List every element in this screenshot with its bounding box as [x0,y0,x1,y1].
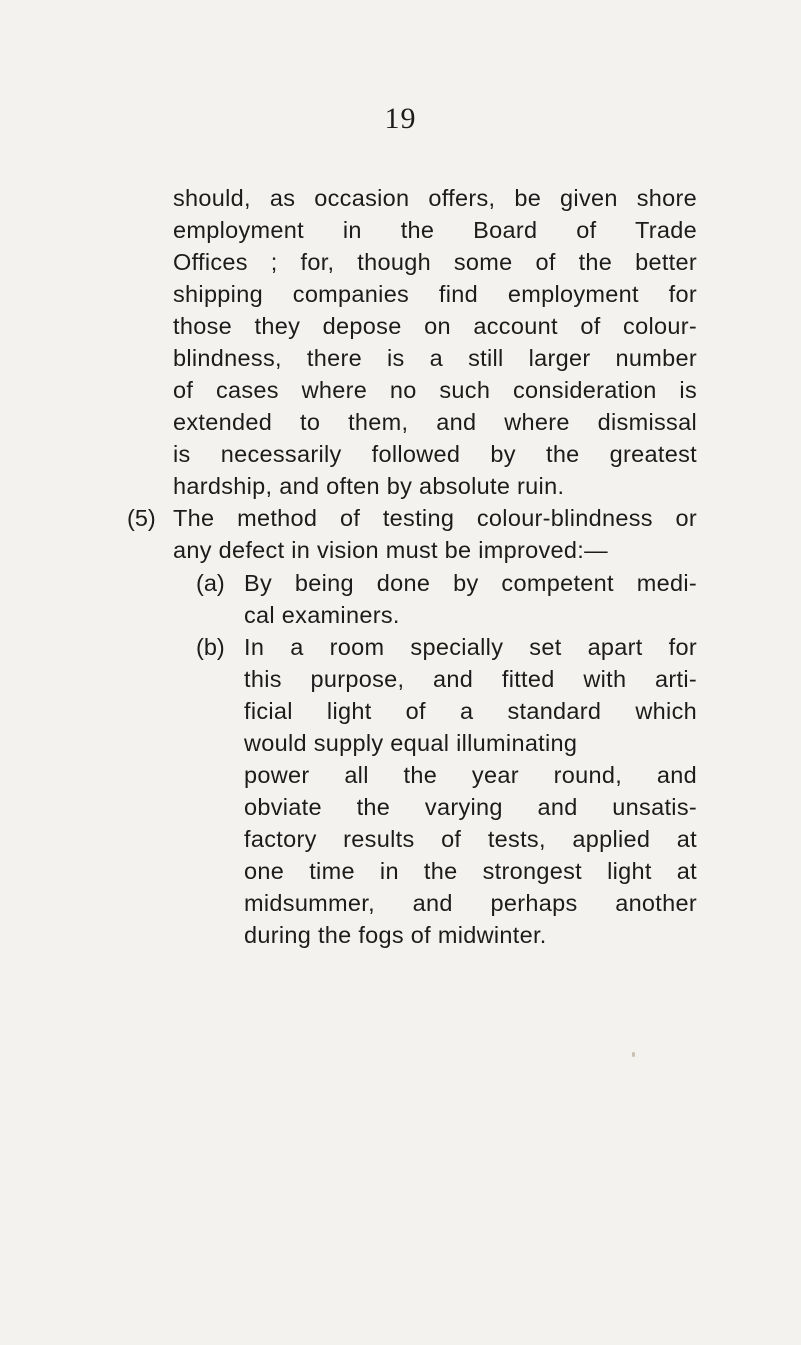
text-line: By being done by competent medi- [244,570,697,596]
text-line: should, as occasion offers, be given shore [173,185,697,211]
text-line: power all the year round, and [244,762,697,788]
text-line: this purpose, and fitted with arti- [244,666,697,692]
page-number: 19 [384,102,417,135]
text-line: In a room specially set apart for [244,634,697,660]
text-line: of cases where no such consideration is [173,377,697,403]
text-line: The method of testing colour-blindness or [173,505,697,531]
list-marker: (b) [196,634,225,660]
paper-speck [632,1052,635,1057]
text-line: shipping companies find employment for [173,281,697,307]
text-line: midsummer, and perhaps another [244,890,697,916]
text-line: those they depose on account of colour- [173,313,697,339]
text-line: hardship, and often by absolute ruin. [173,473,565,499]
text-line: would supply equal illuminating [244,730,578,756]
text-line: during the fogs of midwinter. [244,922,547,948]
text-line: is necessarily followed by the greatest [173,441,697,467]
text-line: factory results of tests, applied at [244,826,697,852]
text-line: ficial light of a standard which [244,698,697,724]
list-marker: (a) [196,570,225,596]
text-line: cal examiners. [244,602,400,628]
text-line: blindness, there is a still larger number [173,345,697,371]
text-line: obviate the varying and unsatis- [244,794,697,820]
text-line: extended to them, and where dismissal [173,409,697,435]
text-line: employment in the Board of Trade [173,217,697,243]
text-line: one time in the strongest light at [244,858,697,884]
list-marker: (5) [127,505,156,531]
text-line: Offices ; for, though some of the better [173,249,697,275]
text-line: any defect in vision must be improved:— [173,537,608,563]
